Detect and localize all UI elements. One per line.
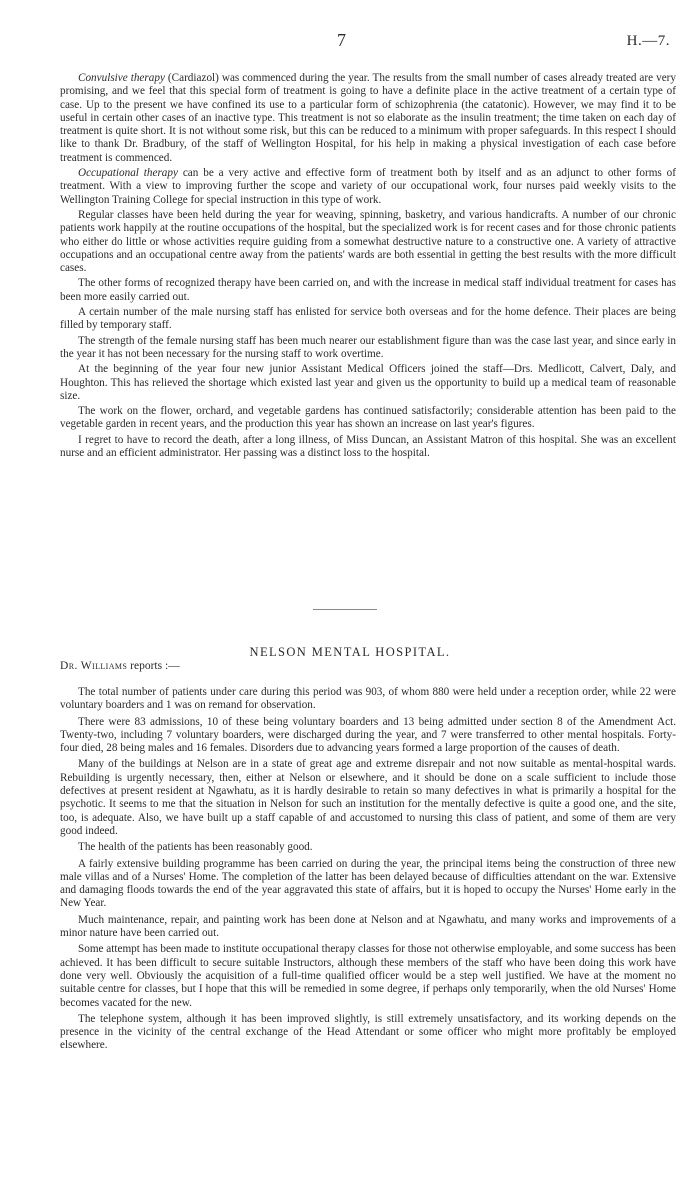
paragraph: There were 83 admissions, 10 of these being voluntary boarders and 13 being admitted under section 8 of the Amendment Act. Twenty-two, including 7 voluntary boarders, were discharged during the year, and 7 were transferred to other mental hospitals. Forty-four died, 28 being males and 16 females. Disorders due to advancing years formed a large proportion of the causes of death. [60,715,676,755]
paragraph [60,405,676,432]
paragraph [60,72,676,165]
paragraph: The health of the patients has been reasonably good. [78,841,313,854]
paragraph-text: The work on the flower, orchard, and vegetable gardens has continued satisfactorily; considerable attention has been paid to the vegetable garden in recent years, and the production this year has shown an increase on last year's figures. [60,405,676,431]
section-divider [313,609,377,610]
paragraph-text: The other forms of recognized therapy have been carried on, and with the increase in medical staff individual treatment for cases has been more easily carried out. [60,277,676,303]
reporter-line [60,660,180,672]
paragraph [60,209,676,275]
page-reference: H.—7. [626,33,670,49]
paragraph: The total number of patients under care during this period was 903, of whom 880 were held under a reception order, while 22 were voluntary boarders and 1 was on remand for observation. [60,686,676,712]
paragraph: A fairly extensive building programme has been carried on during the year, the principal items being the construction of three new male villas and of a Nurses' Home. The completion of the latter has been delayed because of difficulties attendant on the war. Extensive and damaging floods towards the end of the year aggravated this state of affairs, but it is hoped to occupy the Nurses' Home early in the New Year. [60,857,676,910]
paragraph [60,167,676,207]
paragraph [60,335,676,362]
paragraph [60,434,676,461]
paragraph [60,363,676,403]
paragraph [60,277,676,304]
paragraph-text: The strength of the female nursing staff has been much nearer our establishment figure than was the case last year, and since early in the year it has not been necessary for the nursing staff to work overtime. [60,334,676,360]
reporter-name: Dr. Williams [60,660,128,672]
paragraph-lead: Occupational therapy [78,167,178,180]
paragraph-text: I regret to have to record the death, after a long illness, of Miss Duncan, an Assistant Matron of this hospital. She was an excellent nurse and an efficient administrator. Her passing was a distinct loss to the hospital. [60,433,676,460]
paragraph-text: At the beginning of the year four new junior Assistant Medical Officers joined the staff—Drs. Medlicott, Calvert, Daly, and Houghton. This has relieved the shortage which existed last year and given us the opportunity to build up a medical team of reasonable size. [60,363,676,402]
continued-report-section [60,72,676,462]
nelson-report-section [60,686,676,1056]
section-title: NELSON MENTAL HOSPITAL. [249,645,451,659]
paragraph-text: Regular classes have been held during the year for weaving, spinning, basketry, and various handicrafts. A number of our chronic patients work happily at the routine occupations of the hospital, but the specialized work is for recent cases and for those chronic patients who either do little or whose activities require guiding from a somewhat destructive nature to a constructive one. A variety of attractive occupations and an occupational centre away from the patients' wards are both essential in getting the best results with the more difficult cases. [60,208,676,275]
paragraph-text: A certain number of the male nursing staff has enlisted for service both overseas and for the home defence. Their places are being filled by temporary staff. [60,306,676,332]
paragraph-text: can be a very active and effective form of treatment both by itself and as an adjunct to other forms of treatment. With a view to improving further the scope and variety of our occupational work, four nurses paid weekly visits to the Wellington Training College for special instruction in this type of work. [60,167,676,206]
paragraph: Much maintenance, repair, and painting work has been done at Nelson and at Ngawhatu, and many works and improvements of a minor nature have been carried out. [60,913,676,940]
paragraph: The telephone system, although it has been improved slightly, is still extremely unsatisfactory, and its working depends on the presence in the vicinity of the central exchange of the Head Attendant or some officer who might more profitably be employed elsewhere. [60,1012,676,1052]
paragraph-lead: Convulsive therapy [78,72,165,84]
paragraph [60,306,676,333]
paragraph: Some attempt has been made to institute occupational therapy classes for those not otherwise employable, and some success has been achieved. It has been difficult to secure suitable Instructors, although these members of the staff who have been doing this work have done very well. Obviously the acquisition of a full-time qualified officer would be a step well justified. We have at the moment no suitable centre for classes, but I hope that this will be remedied in some degree, if perhaps only temporarily, when the old Nurses' Home becomes vacated for the new. [60,943,676,1009]
page-number: 7 [337,30,346,50]
reporter-suffix: reports :— [127,660,180,672]
paragraph-text: (Cardiazol) was commenced during the year. The results from the small number of cases already treated are very promising, and we feel that this special form of treatment is going to have a definite place in the active treatment of a certain type of case. Up to the present we have confined its use to a particular form of schizophrenia (the catatonic). However, we may find it to be useful in certain other cases of an inactive type. This treatment is not so elaborate as the insulin treatment; the time taken on each day of treatment is quite short. It is not without some risk, but this can be reduced to a minimum with proper safeguards. In this respect I should like to thank Dr. Bradbury, of the staff of Wellington Hospital, for his help in making a physical investigation of each case before treatment is commenced. [60,72,676,164]
paragraph: Many of the buildings at Nelson are in a state of great age and extreme disrepair and not now suitable as mental-hospital wards. Rebuilding is urgently necessary, then, either at Nelson or elsewhere, and it should be done on a scale sufficient to include those defectives at present resident at Ngawhatu, as it is hardly desirable to retain so many defectives in what is primarily a hospital for the psychotic. It seems to me that the situation in Nelson for such an institution for the mentally defective is quite a good one, and the site, too, is adequate. Also, we have built up a staff capable of and accustomed to nursing this class of patient, and some of them are very good indeed. [60,758,676,837]
